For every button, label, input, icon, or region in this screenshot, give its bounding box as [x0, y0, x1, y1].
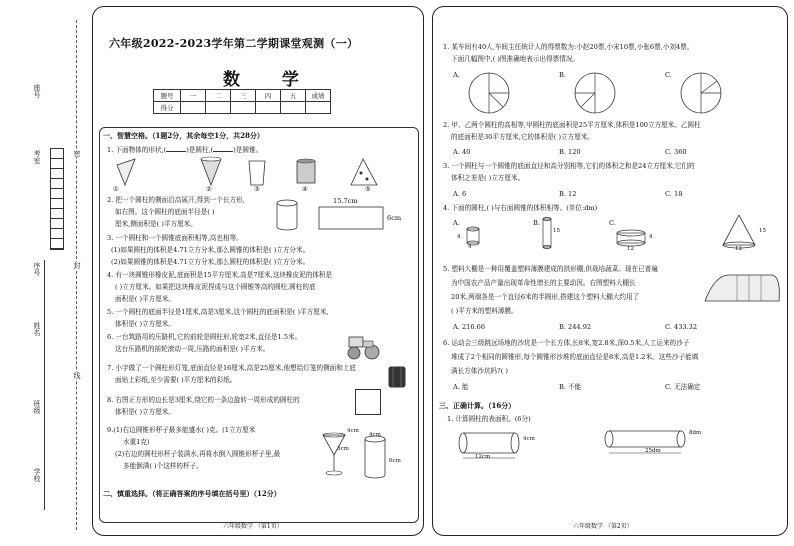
pie-chart-a — [467, 71, 511, 115]
q4-dim: 4 — [457, 234, 461, 240]
q2-line-2: 如右图。这个圆柱的底面半径是( ) — [115, 208, 215, 216]
score-value-row — [154, 102, 331, 114]
party-hat-icon — [351, 159, 377, 185]
r-q4-text: 4. 下面的圆柱,( )与右面圆锥的体积相等。(单位:dm) — [443, 204, 598, 212]
section-1-title: 一、智慧空格。（1题2分，其余每空1分，共28分） — [103, 131, 264, 140]
score-cell: 二 — [206, 90, 231, 102]
calc-dim-length: 12cm — [475, 454, 491, 460]
r-q1-line-1: 1. 某车间有40人,车间主任统计人的得票数为:小赵20票,小宋10票,小张6票,小刘4票。 — [443, 43, 694, 51]
q4-line-1: 4. 有一块圆锥形橡皮泥,底面积是15平方厘米,高是7厘米,这块橡皮泥的体积是 — [107, 271, 333, 279]
section-2-title: 二、慎重选择。（将正确答案的序号填在括号里）（12分） — [103, 489, 281, 498]
can-icon — [297, 159, 315, 183]
subject-title: 数 学 — [223, 70, 317, 90]
q9-line-4: 多能倒满( )个这样的杯子。 — [123, 462, 203, 470]
q1-label-4: ④ — [302, 185, 308, 193]
pie-chart-b — [573, 71, 617, 115]
q8-line-1: 8. 右图正方形的边长是3厘米,绕它的一条边旋转一周形成的圆柱的 — [107, 396, 300, 404]
q1-part: )是圆锥。 — [233, 146, 263, 154]
number-label: 序号 — [33, 262, 41, 276]
exam-number-grid[interactable] — [50, 148, 64, 250]
calc-dim-length-2: 25dm — [645, 448, 661, 454]
score-input[interactable] — [306, 102, 331, 114]
exam-title: 六年级2022-2023学年第二学期课堂观测（一） — [109, 37, 359, 50]
cone-icon — [117, 159, 135, 185]
cut-xian: 线 — [73, 372, 81, 379]
r-q5-line-2: 为中国农产品产量出现革命性增长的主要动因。右图塑料大棚长 — [451, 279, 636, 287]
page-2 — [432, 6, 788, 536]
square-figure — [355, 389, 381, 415]
q4-dim: 12 — [627, 246, 634, 252]
score-cell: 四 — [256, 90, 281, 102]
r-q2-opt-b[interactable]: B. 120 — [559, 148, 581, 156]
q7-line-2: 面贴上彩纸,至少需要( )平方厘米的彩纸。 — [115, 376, 237, 384]
q4-dim: 15 — [759, 228, 766, 234]
q9-dim-1: 4cm — [347, 428, 359, 434]
score-input[interactable] — [181, 102, 206, 114]
q6-line-1: 6. 一台筑路用的压路机,它的前轮是圆柱形,轮宽2米,直径是1.5米。 — [107, 333, 302, 341]
page-1 — [92, 6, 424, 536]
r-q5-opt-a[interactable]: A. 216.66 — [453, 323, 486, 331]
score-input[interactable] — [231, 102, 256, 114]
r-q6-line-1: 6. 运动会三级跳远场地的沙坑是一个长方体,长8米,宽2.8米,深0.5米,人工运来的沙子 — [443, 339, 690, 347]
r-q3-opt-c[interactable]: C. 18 — [665, 190, 683, 198]
pie-chart-c — [679, 71, 723, 115]
section-3-title: 三、正确计算。（16分） — [439, 401, 516, 410]
q1-label-1: ① — [113, 185, 119, 193]
r-q1-opt-a[interactable]: A. — [453, 71, 460, 79]
q1-label-3: ③ — [254, 185, 260, 193]
q9-dim-2: 3cm — [337, 446, 349, 452]
calc-1-text: 1. 计算圆柱的表面积。(6分) — [447, 415, 531, 423]
cut-line — [76, 20, 77, 530]
r-q6-line-3: 满长方体沙坑吗?( ) — [451, 367, 508, 375]
calc-dim-height: 4cm — [523, 436, 535, 442]
r-q6-line-2: 堆成了2个相同的圆锥形,每个圆锥形沙堆的底面直径是8米,高是1.2米。这些沙子能填 — [451, 353, 699, 361]
r-q6-opt-b[interactable]: B. 不能 — [559, 383, 582, 391]
score-table — [153, 89, 331, 114]
r-q6-opt-a[interactable]: A. 能 — [453, 383, 469, 391]
r-q2-opt-a[interactable]: A. 40 — [453, 148, 471, 156]
r-q4-opt-b[interactable]: B. — [533, 219, 540, 227]
page-footer: 六年级数学 （第2页） — [573, 523, 633, 530]
r-q1-opt-b[interactable]: B. — [559, 71, 566, 79]
q1-part: 1. 下面物体的形状,( — [107, 146, 167, 154]
r-q3-line-1: 3. 一个圆柱与一个圆锥的底面直径和高分别相等,它们的体积之和是24立方厘米,它们的 — [443, 162, 695, 170]
r-q5-line-1: 5. 塑料大棚是一种用覆盖塑料薄膜建成的拱形棚,供栽培蔬菜。现在已普遍 — [443, 265, 658, 273]
r-q2-line-1: 2. 甲、乙两个圆柱的高相等,甲圆柱的底面积是25平方厘米,体积是100立方厘米。乙圆柱 — [443, 121, 701, 129]
greenhouse-figure — [701, 271, 781, 305]
q8-line-2: 体积是( )立方厘米。 — [115, 408, 175, 416]
r-q5-line-3: 20米,两端各是一个直径6米的半圆形,搭建这个塑料大棚大约用了 — [451, 293, 640, 301]
calc-figures — [455, 425, 755, 461]
answer-blank[interactable] — [213, 151, 233, 152]
page-footer: 六年级数学 （第1页） — [223, 523, 283, 530]
q9-dim-4: 6cm — [389, 458, 401, 464]
score-input[interactable] — [206, 102, 231, 114]
q4-dim: 12 — [735, 246, 742, 252]
q3-text: 3. 一个圆柱和一个圆锥底面积相等,高也相等。 — [107, 234, 243, 242]
q3-part-1: (1)如果圆柱的体积是4.71立方分米,那么圆锥的体积是( )立方分米。 — [111, 246, 310, 254]
name-label: 姓名 — [33, 322, 41, 336]
r-q5-line-4: ( )平方米的塑料薄膜。 — [451, 307, 518, 315]
class-label: 班级 — [33, 400, 41, 414]
r-q5-opt-c[interactable]: C. 433.32 — [665, 323, 698, 331]
q6-line-2: 这台压路机的前轮滚动一周,压路的面积是( )平方米。 — [115, 345, 270, 353]
r-q3-opt-a[interactable]: A. 6 — [453, 190, 467, 198]
room-label: 考室 — [33, 150, 41, 164]
score-cell: 题号 — [154, 90, 181, 102]
score-input[interactable] — [281, 102, 306, 114]
q4-figures — [459, 215, 769, 255]
q2-line-3: 厘米,侧面积是( )平方厘米。 — [115, 220, 197, 228]
q4-dim: 15 — [553, 228, 560, 234]
q1-label-5: ⑤ — [365, 185, 371, 193]
score-header-row — [154, 90, 331, 102]
q1-part: )是圆柱,( — [186, 146, 214, 154]
r-q5-opt-b[interactable]: B. 244.92 — [559, 323, 592, 331]
binding-margin — [0, 0, 92, 546]
score-input[interactable] — [256, 102, 281, 114]
q5-line-1: 5. 一个圆柱的底面半径是1厘米,高是3厘米,这个圆柱的底面积是( )平方厘米, — [107, 308, 329, 316]
cut-feng: 封 — [73, 262, 81, 269]
q3-part-2: (2)如果圆锥的体积是4.71立方分米,那么圆柱的体积是( )立方分米。 — [111, 258, 310, 266]
r-q3-opt-b[interactable]: B. 12 — [559, 190, 577, 198]
q1-label-2: ② — [206, 185, 212, 193]
score-cell: 得分 — [154, 102, 181, 114]
r-q4-opt-a[interactable]: A. — [453, 219, 460, 227]
r-q2-opt-c[interactable]: C. 360 — [665, 148, 687, 156]
seat-label: 座号 — [33, 84, 41, 98]
q5-line-2: 体积是( )立方厘米。 — [115, 320, 175, 328]
r-q4-opt-c[interactable]: C. — [609, 219, 616, 227]
score-cell: 五 — [281, 90, 306, 102]
r-q1-line-2: 下面几幅图中,( )图准确地表示出得票情况。 — [451, 55, 580, 63]
q2-line-1: 2. 把一个圆柱的侧面沿高展开,得到一个长方形, — [107, 196, 245, 204]
name-line[interactable] — [44, 260, 45, 510]
q9-line-3: (2)右边的圆柱形杯子装满水,再将水倒入圆锥形杯子里,最 — [115, 450, 281, 458]
q2-length-label: 15.7cm — [333, 197, 358, 205]
q1-text — [107, 146, 262, 155]
q4-dim: 4 — [649, 234, 653, 240]
r-q1-opt-c[interactable]: C. — [665, 71, 672, 79]
road-roller-icon — [345, 333, 381, 361]
r-q6-opt-c[interactable]: C. 无法确定 — [665, 383, 701, 391]
q4-line-3: 面积是( )平方厘米。 — [115, 295, 175, 303]
score-cell: 一 — [181, 90, 206, 102]
cone-cup-icon — [201, 157, 221, 185]
q9-line-2: 水重1克) — [123, 438, 150, 446]
r-q2-line-2: 的底面积是30平方厘米,它的体积是( )立方厘米。 — [451, 133, 595, 141]
r-q3-line-2: 体积之差是( )立方厘米。 — [451, 174, 525, 182]
cut-mi: 密 — [73, 150, 81, 157]
q4-line-2: ( )立方厘米。如果把这块橡皮泥捏成与这个圆锥等高的圆柱,圆柱的底 — [115, 283, 316, 291]
score-cell: 成绩 — [306, 90, 331, 102]
q2-width-label: 6cm — [387, 214, 402, 222]
q9-line-1: 9.(1)右边圆锥形杯子最多能盛水( )克。(1立方厘米 — [107, 426, 256, 434]
school-label: 学校 — [33, 468, 41, 482]
q7-line-1: 7. 小宇做了一个圆柱形灯笼,底面直径是16厘米,高是25厘米,他想给灯笼的侧面和上底 — [107, 364, 357, 372]
answer-blank[interactable] — [166, 151, 186, 152]
cup-icon — [249, 161, 265, 185]
lantern-icon — [385, 363, 409, 391]
calc-dim-diameter: 8dm — [689, 430, 702, 436]
q4-dim: 4 — [468, 244, 472, 250]
score-cell: 三 — [231, 90, 256, 102]
q9-dim-3: 4cm — [369, 432, 381, 438]
